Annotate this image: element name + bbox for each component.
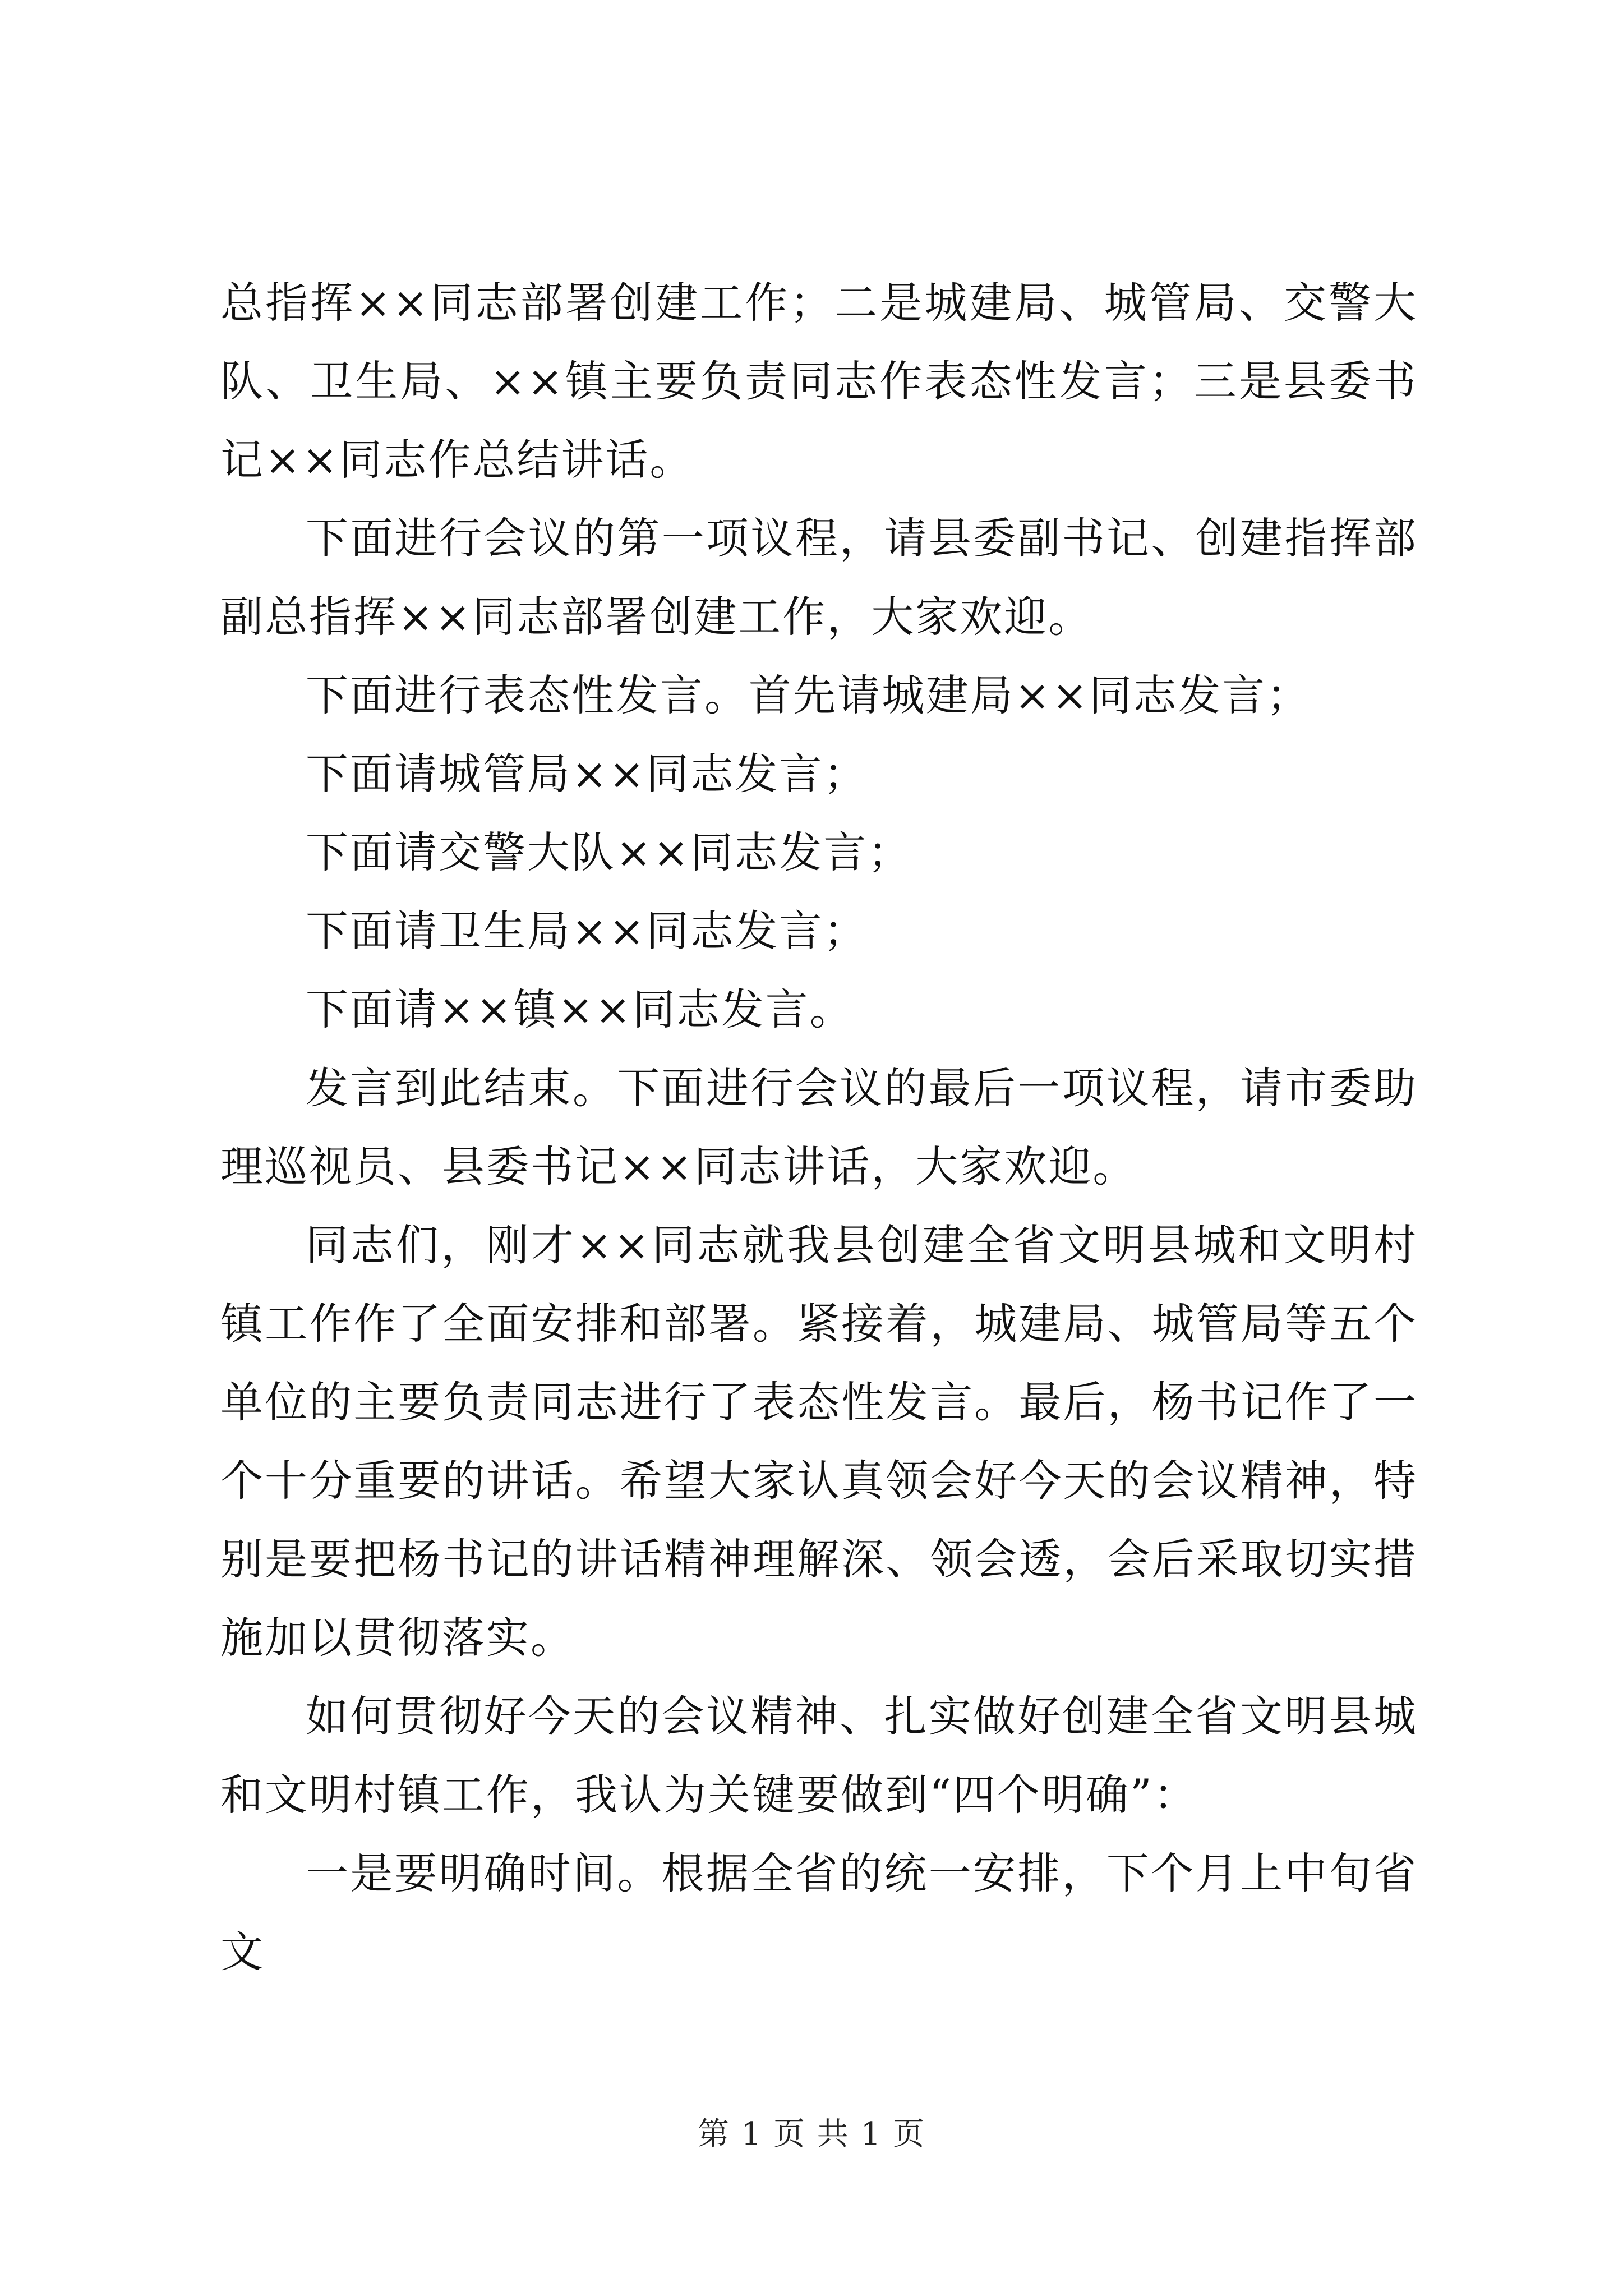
paragraph: 下面请交警大队××同志发言； (306, 827, 912, 877)
paragraph: 同志们，刚才××同志就我县创建全省文明县城和文明村镇工作作了全面安排和部署。紧接着，城建局、城管局等五个单位的主要负责同志进行了表态性发言。最后，杨书记作了一个十分重要的讲话。希望大家认真领会好今天的会议精神，特别是要把杨书记的讲话精神理解深、领会透，会后采取切实措施加以贯彻落实。 (220, 1220, 1418, 1663)
page-number-label: 第 1 页 共 1 页 (697, 2116, 926, 2152)
paragraph: 下面进行会议的第一项议程，请县委副书记、创建指挥部副总指挥××同志部署创建工作，大家欢迎。 (220, 513, 1418, 642)
paragraph: 下面请卫生局××同志发言； (306, 906, 868, 956)
paragraph-continued: 总指挥××同志部署创建工作；二是城建局、城管局、交警大队、卫生局、××镇主要负责同志作表态性发言；三是县委书记××同志作总结讲话。 (220, 278, 1418, 485)
paragraph: 发言到此结束。下面进行会议的最后一项议程，请市委助理巡视员、县委书记××同志讲话，大家欢迎。 (220, 1063, 1418, 1191)
document-body (220, 264, 1418, 1991)
paragraph: 下面进行表态性发言。首先请城建局××同志发言； (306, 670, 1311, 720)
paragraph: 下面请××镇××同志发言。 (306, 984, 854, 1034)
page-footer (0, 2115, 1623, 2154)
paragraph: 下面请城管局××同志发言； (306, 749, 868, 799)
paragraph: 一是要明确时间。根据全省的统一安排，下个月上中旬省文 (220, 1848, 1418, 1977)
paragraph: 如何贯彻好今天的会议精神、扎实做好创建全省文明县城和文明村镇工作，我认为关键要做到“四个明确”： (220, 1691, 1418, 1820)
